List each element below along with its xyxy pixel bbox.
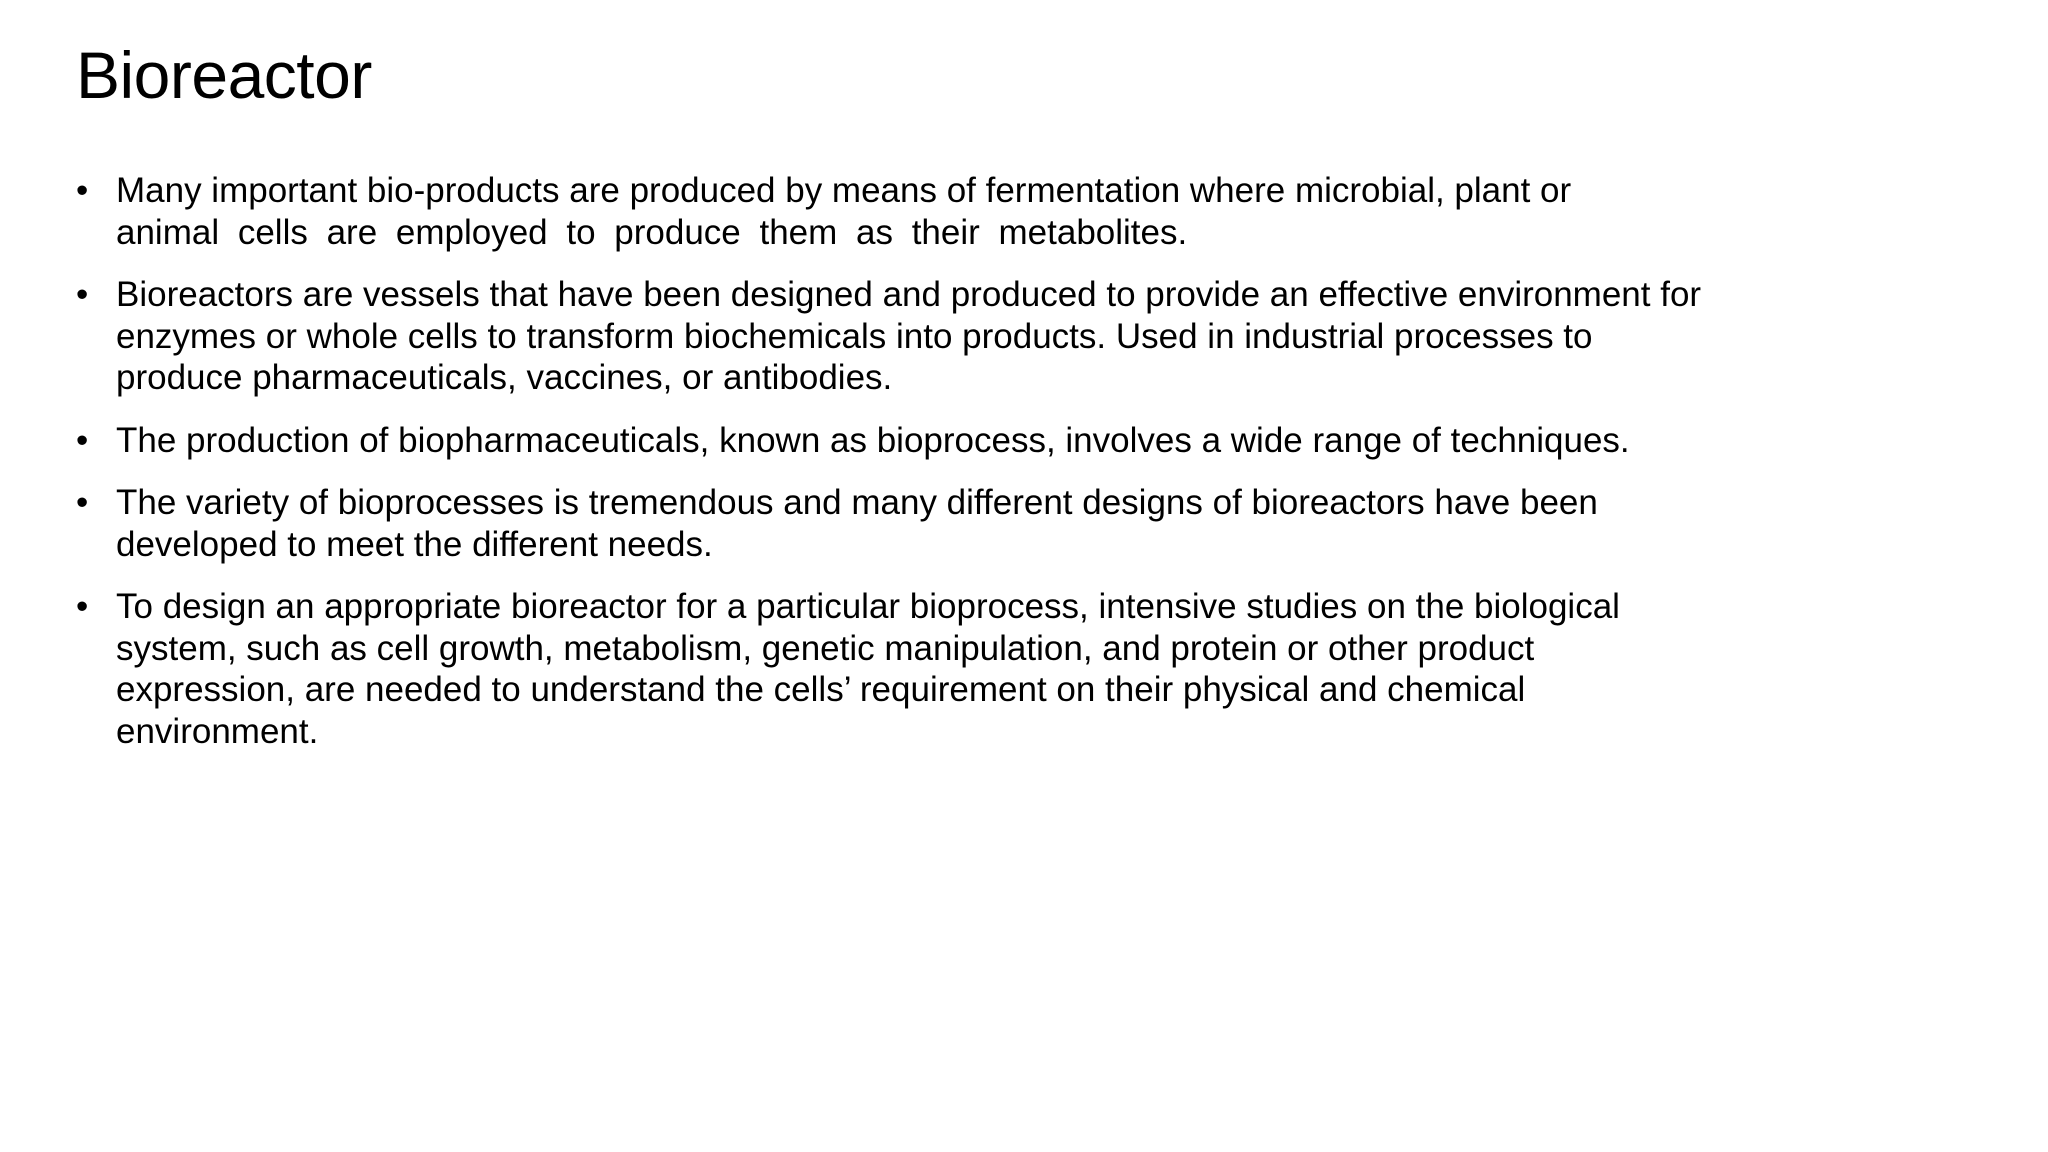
bullet-marker: • (76, 171, 89, 210)
bullet-line: Many important bio-products are produced by means of fermentation where microbial, plant or (116, 171, 1572, 210)
bullet-line: produce pharmaceuticals, vaccines, or antibodies. (116, 358, 893, 397)
bullet-line: The production of biopharmaceuticals, known as bioprocess, involves a wide range of techniques. (116, 420, 1630, 460)
bullet-line: developed to meet the different needs. (116, 524, 713, 564)
bullet-line: system, such as cell growth, metabolism, genetic manipulation, and protein or other product (116, 628, 1535, 668)
bullet-marker: • (76, 420, 89, 460)
bullet-line: The variety of bioprocesses is tremendous and many different designs of bioreactors have been (116, 483, 1598, 522)
bullet-list (76, 170, 1956, 773)
bullet-line: enzymes or whole cells to transform biochemicals into products. Used in industrial processes to (116, 316, 1593, 356)
bullet-item (76, 420, 1956, 462)
bullet-marker: • (76, 275, 89, 314)
bullet-line: environment. (116, 711, 319, 751)
bullet-marker: • (76, 483, 89, 522)
bullet-line: To design an appropriate bioreactor for a particular bioprocess, intensive studies on the biological (116, 587, 1620, 626)
bullet-line: expression, are needed to understand the cells’ requirement on their physical and chemical (116, 670, 1526, 709)
bullet-item (76, 482, 1956, 565)
slide-title: Bioreactor (76, 38, 372, 112)
bullet-item (76, 586, 1956, 752)
bullet-line: Bioreactors are vessels that have been designed and produced to provide an effective environment for (116, 275, 1702, 314)
bullet-line: animal cells are employed to produce them as their metabolites. (116, 212, 1188, 252)
bullet-item (76, 274, 1956, 399)
bullet-marker: • (76, 587, 89, 626)
bullet-item (76, 170, 1956, 253)
